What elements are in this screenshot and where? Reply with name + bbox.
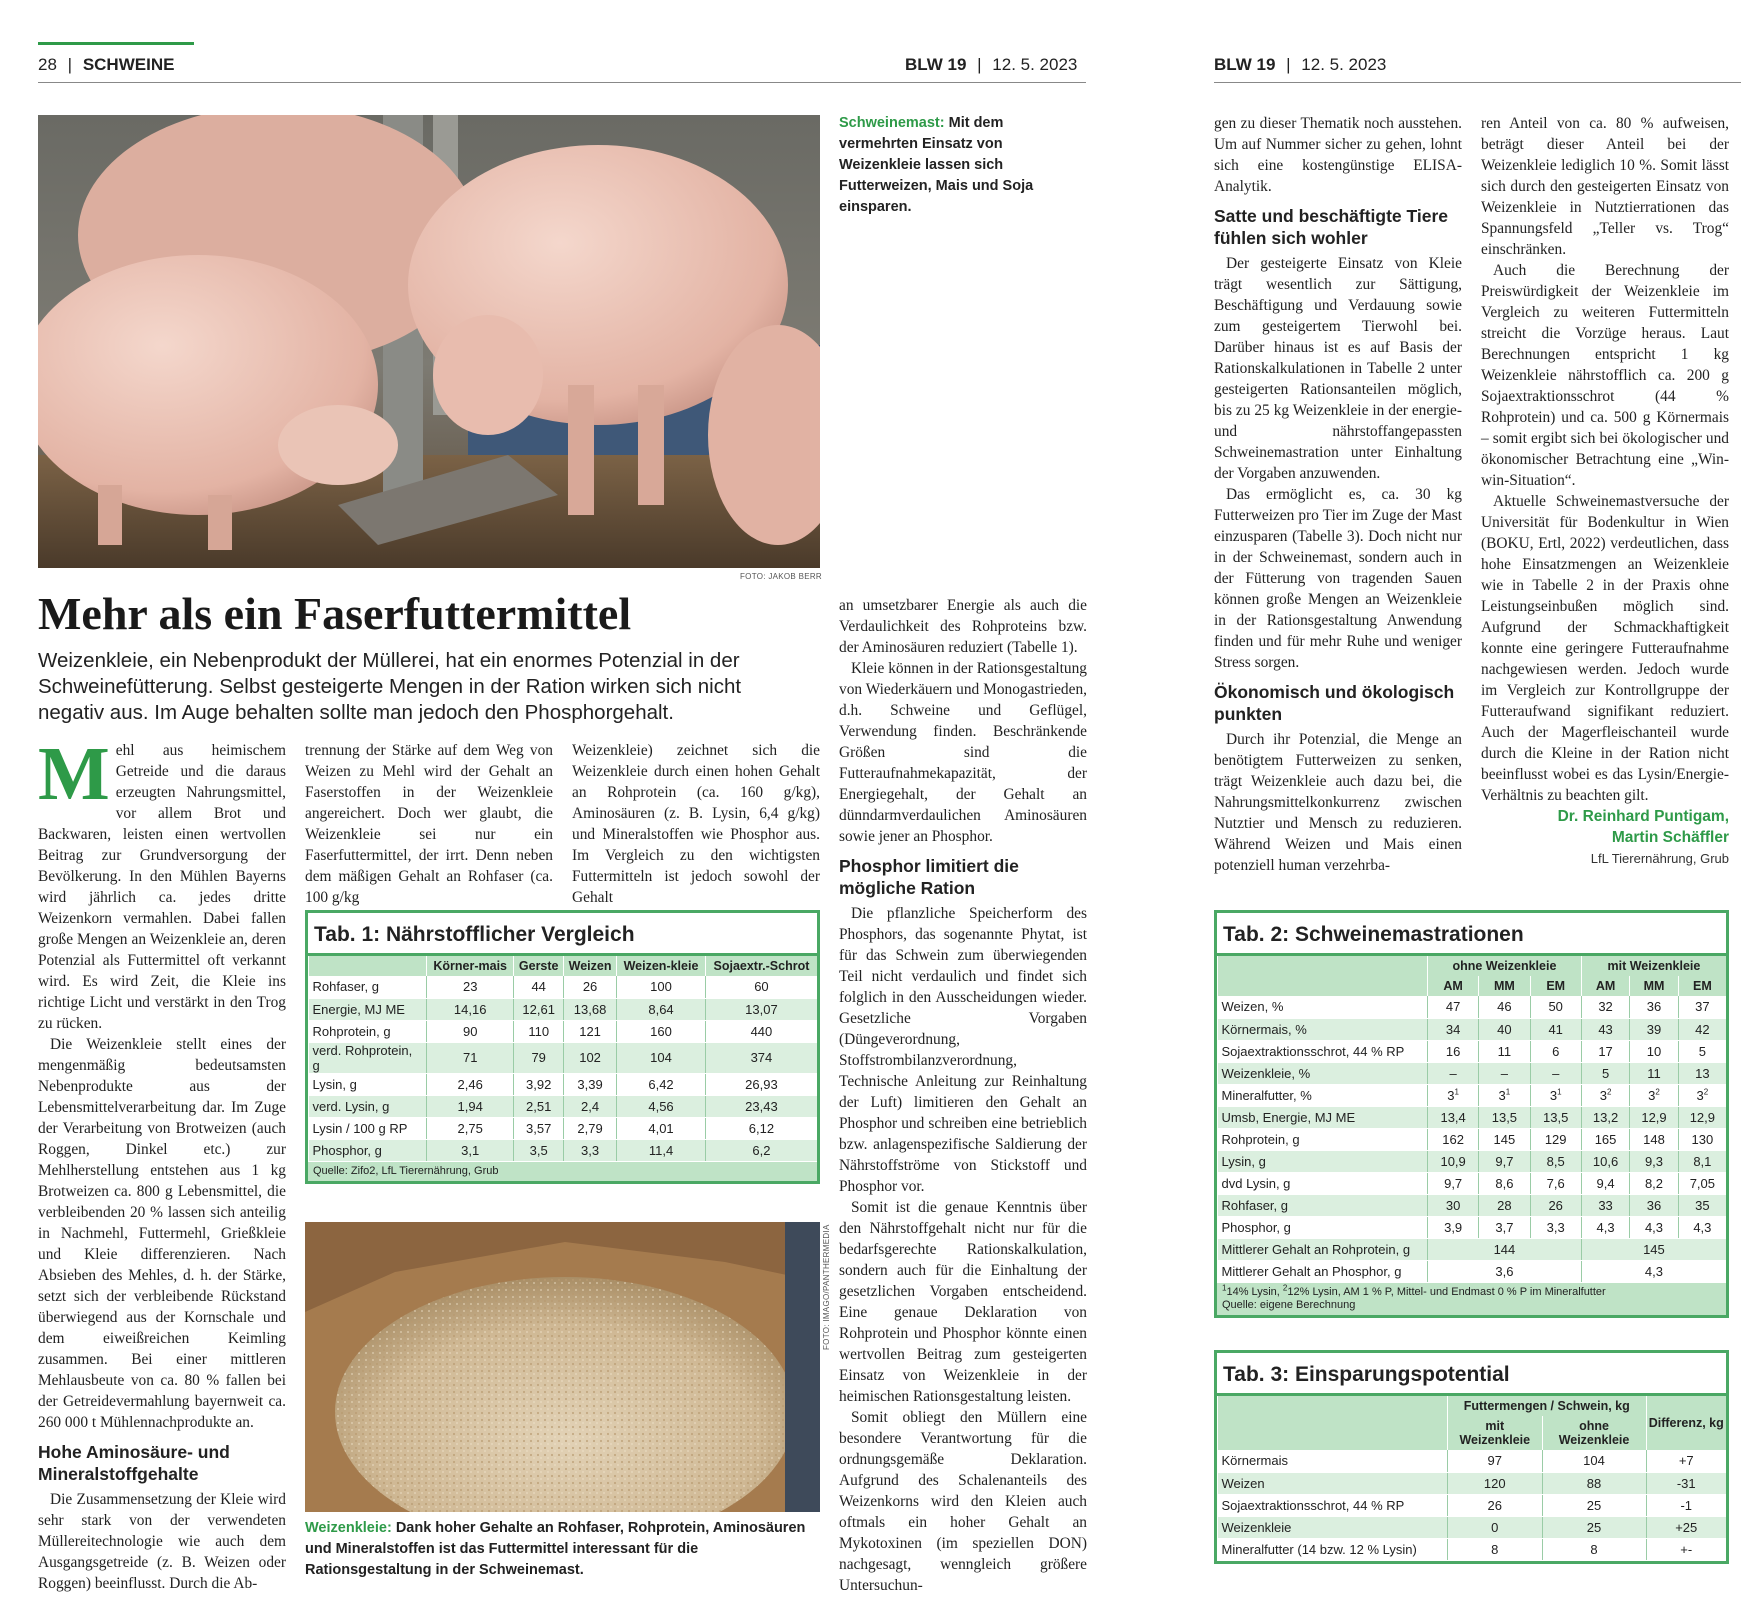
bran-caption-text: Dank hoher Gehalte an Rohfaser, Rohprotein, Aminosäuren und Mineralstoffen ist das Futtermittel interessant für die Rationsgestaltung in der Schweinemast. — [305, 1520, 806, 1578]
table-cell: -31 — [1646, 1472, 1726, 1494]
table-cell: 11 — [1630, 1062, 1678, 1084]
table-1-header-5: Sojaextr.-Schrot — [705, 956, 817, 976]
table-cell: 39 — [1630, 1018, 1678, 1040]
table-2-group-mit: mit Weizenkleie — [1581, 956, 1726, 976]
table-row — [1218, 1128, 1727, 1150]
row-label: Körnermais, % — [1218, 1018, 1428, 1040]
table-row — [309, 1042, 818, 1073]
table-cell: 144 — [1428, 1238, 1582, 1260]
row-label: Weizen — [1218, 1472, 1448, 1494]
text-column-6 — [1481, 113, 1729, 869]
table-cell: 440 — [705, 1020, 817, 1042]
drop-cap: M — [38, 732, 110, 816]
row-label: Mittlerer Gehalt an Rohprotein, g — [1218, 1238, 1428, 1260]
pigs-photo — [38, 115, 820, 568]
col5-subheading-1: Satte und beschäftigte Tiere fühlen sich wohler — [1214, 206, 1449, 248]
table-cell: 8,2 — [1630, 1172, 1678, 1194]
table-cell: 8,64 — [617, 998, 706, 1020]
table-cell: 4,3 — [1581, 1260, 1726, 1282]
table-cell: 11 — [1479, 1040, 1530, 1062]
table-2-subheader: AM — [1581, 976, 1629, 996]
table-cell: $3^1$ — [1479, 1084, 1530, 1106]
table-cell: 130 — [1678, 1128, 1726, 1150]
table-3-col-ohne: ohne Weizenkleie — [1542, 1416, 1646, 1450]
row-label: Mineralfutter, % — [1218, 1084, 1428, 1106]
table-cell: 104 — [617, 1042, 706, 1073]
table-cell: $3^2$ — [1581, 1084, 1629, 1106]
row-label: dvd Lysin, g — [1218, 1172, 1428, 1194]
table-cell: $3^2$ — [1630, 1084, 1678, 1106]
table-cell: 12,9 — [1678, 1106, 1726, 1128]
table-cell: 26,93 — [705, 1073, 817, 1095]
col5-para-1: gen zu dieser Thematik noch ausstehen. Um auf Nummer sicher zu gehen, lohnt sich eine kostengünstige ELISA-Analytik. — [1214, 115, 1462, 195]
table-row — [1218, 1150, 1727, 1172]
table-2-subheader: MM — [1479, 976, 1530, 996]
table-cell: 90 — [427, 1020, 514, 1042]
table-row — [1218, 1018, 1727, 1040]
hero-caption-label: Schweinemast: — [839, 115, 945, 131]
table-cell: 13,68 — [563, 998, 616, 1020]
table-2-subheader: EM — [1678, 976, 1726, 996]
table-cell: 13 — [1678, 1062, 1726, 1084]
table-cell: +7 — [1646, 1450, 1726, 1472]
row-label: verd. Lysin, g — [309, 1095, 427, 1117]
row-label: Lysin, g — [309, 1073, 427, 1095]
bran-caption-label: Weizenkleie: — [305, 1520, 392, 1536]
left-page-header: 28 | SCHWEINE — [38, 55, 175, 74]
table-cell: 160 — [617, 1020, 706, 1042]
table-cell: 9,4 — [1581, 1172, 1629, 1194]
table-cell: +- — [1646, 1538, 1726, 1560]
table-cell: 2,4 — [563, 1095, 616, 1117]
table-cell: 12,9 — [1630, 1106, 1678, 1128]
col1-para-3: Die Zusammensetzung der Kleie wird sehr stark von der verwendeten Müllereitechnologie wie auch dem Ausgangsgetreide (z. B. Weizen oder Roggen) beeinflusst. Durch die Ab- — [38, 1491, 286, 1592]
row-label: Umsb, Energie, MJ ME — [1218, 1106, 1428, 1128]
table-row — [1218, 1216, 1727, 1238]
table-3-title: Tab. 3: Einsparungspotential — [1217, 1353, 1726, 1396]
table-1-header-1: Körner-mais — [427, 956, 514, 976]
table-cell: 1,94 — [427, 1095, 514, 1117]
table-cell: 4,01 — [617, 1117, 706, 1139]
table-cell: 14,16 — [427, 998, 514, 1020]
table-row — [1218, 1516, 1727, 1538]
row-label: Sojaextraktionsschrot, 44 % RP — [1218, 1040, 1428, 1062]
row-label: Mineralfutter (14 bzw. 12 % Lysin) — [1218, 1538, 1448, 1560]
table-cell: 10 — [1630, 1040, 1678, 1062]
table-cell: 148 — [1630, 1128, 1678, 1150]
table-cell: 120 — [1448, 1472, 1543, 1494]
table-cell: 35 — [1678, 1194, 1726, 1216]
row-label: Weizenkleie — [1218, 1516, 1448, 1538]
hero-photo-credit: FOTO: JAKOB BERR — [740, 572, 822, 581]
table-row — [1218, 996, 1727, 1018]
table-cell: 13,5 — [1530, 1106, 1581, 1128]
table-cell: 8 — [1542, 1538, 1646, 1560]
col3-para-1: Weizenkleie) zeichnet sich die Weizenkleie durch einen hohen Gehalt an Rohprotein (ca. 160 g/kg), Aminosäuren (z. B. Lysin, 6,4 g/kg) und Mineralstoffen wie Phosphor aus. Im Vergleich zu den wichtigsten Futtermitteln ist jedoch sowohl der Gehalt — [572, 742, 820, 906]
table-cell: 104 — [1542, 1450, 1646, 1472]
table-cell: 32 — [1581, 996, 1629, 1018]
table-cell: 60 — [705, 976, 817, 998]
table-cell: 13,07 — [705, 998, 817, 1020]
table-1-header-2: Gerste — [514, 956, 564, 976]
table-cell: 12,61 — [514, 998, 564, 1020]
table-cell: 165 — [1581, 1128, 1629, 1150]
text-column-2 — [305, 740, 553, 908]
table-row — [1218, 1494, 1727, 1516]
table-cell: -1 — [1646, 1494, 1726, 1516]
table-cell: 3,7 — [1479, 1216, 1530, 1238]
text-column-4 — [839, 595, 1087, 1596]
table-3-col-mit: mit Weizenkleie — [1448, 1416, 1543, 1450]
col1-para-2: Die Weizenkleie stellt eines der mengenmäßig bedeutsamsten Nebenprodukte aus der Lebensmittelverarbeitung dar. Im Zuge der Verarbeitung von Brotweizen (auch Roggen, Dinkel etc.) zur Mehlherstellung entstehen aus 1 kg Brotweizen ca. 800 g Lebensmittel, die verbleibenden 20 % lassen sich anteilig in Nachmehl, Futtermehl, Grießkleie und Kleie differenzieren. Nach Absieben des Mehles, d. h. der Stärke, setzt sich der verbleibende Rückstand überwiegend aus der Kornschale und dem eiweißreichen Keimling zusammen. Bei einer mittleren Mehlausbeute von ca. 80 % fallen bei der Getreidevermahlung bayernweit ca. 260 000 t Mühlennachprodukte an. — [38, 1036, 286, 1431]
row-label: Lysin / 100 g RP — [309, 1117, 427, 1139]
col4-para-2: Kleie können in der Rationsgestaltung von Wiederkäuern und Monogastrieden, d.h. Schweine und Geflügel, Verwendung finden. Beschränkende Größen sind die Futteraufnahmekapazität, der Energiegehalt, der Gehalt an dünndarmverdaulichen Aminosäuren sowie jener an Phosphor. — [839, 660, 1087, 845]
text-column-1 — [38, 732, 286, 1594]
table-cell: 43 — [1581, 1018, 1629, 1040]
table-1-header-3: Weizen — [563, 956, 616, 976]
table-cell: 100 — [617, 976, 706, 998]
table-cell: – — [1479, 1062, 1530, 1084]
col1-para-1: ehl aus heimischem Getreide und die daraus erzeugten Nahrungsmittel, vor allem Brot und Backwaren, leisten einen wertvollen Beitrag zur Grundversorgung der Bevölkerung. In den Mühlen Bayerns wird jährlich ca. jedes dritte Weizenkorn vermahlen. Dabei fallen große Mengen an Weizenkleie an, deren Potenzial als Futtermittel oft verkannt wird. Es wird Zeit, die Kleie ins richtige Licht und verstärkt in den Trog zu rücken. — [38, 742, 286, 1032]
table-3-grid — [1217, 1396, 1726, 1561]
row-label: Lysin, g — [1218, 1150, 1428, 1172]
table-row — [309, 976, 818, 998]
col4-para-1: an umsetzbarer Energie als auch die Verdaulichkeit des Rohproteins bzw. der Aminosäuren reduziert (Tabelle 1). — [839, 597, 1087, 656]
table-3 — [1214, 1350, 1729, 1564]
table-cell: – — [1530, 1062, 1581, 1084]
table-cell: 23,43 — [705, 1095, 817, 1117]
author-1: Dr. Reinhard Puntigam, — [1557, 808, 1729, 825]
table-cell: 145 — [1581, 1238, 1726, 1260]
table-2-title: Tab. 2: Schweinemastrationen — [1217, 913, 1726, 956]
table-cell: 6 — [1530, 1040, 1581, 1062]
hero-caption — [839, 113, 1039, 218]
table-cell: 17 — [1581, 1040, 1629, 1062]
table-2 — [1214, 910, 1729, 1318]
table-row — [309, 998, 818, 1020]
issue-date-right: 12. 5. 2023 — [1301, 55, 1387, 74]
table-cell: 79 — [514, 1042, 564, 1073]
table-1-title: Tab. 1: Nährstofflicher Vergleich — [308, 913, 817, 956]
table-cell: $3^1$ — [1428, 1084, 1479, 1106]
table-cell: 8,6 — [1479, 1172, 1530, 1194]
col4-para-5: Somit obliegt den Müllern eine besondere Verantwortung für die ordnungsgemäße Deklaration. Aufgrund des Schalenanteils des Weizenkorns wird den Kleien auch oftmals ein hoher Gehalt an Mykotoxinen (im speziellen DON) nachgesagt, wenngleich größere Untersuchun- — [839, 1409, 1087, 1594]
table-row — [1218, 1538, 1727, 1560]
row-label: Rohfaser, g — [1218, 1194, 1428, 1216]
table-1 — [305, 910, 820, 1184]
table-row — [1218, 1106, 1727, 1128]
table-row — [1218, 1472, 1727, 1494]
table-cell: 3,5 — [514, 1139, 564, 1161]
table-row — [1218, 1194, 1727, 1216]
table-cell: 2,51 — [514, 1095, 564, 1117]
row-label: Rohfaser, g — [309, 976, 427, 998]
table-cell: 42 — [1678, 1018, 1726, 1040]
col6-para-3: Aktuelle Schweinemastversuche der Universität für Bodenkultur in Wien (BOKU, Ertl, 2022) verdeutlichen, dass hohe Einsatzmengen an Weizenkleie wie in Tabelle 2 in der Praxis ohne Leistungseinbußen möglich sind. Aufgrund der Schmackhaftigkeit konnte eine geringere Futteraufnahme nachgewiesen werden. Jedoch wurde im Vergleich zur Kontrollgruppe der Futteraufwand signifikant reduziert. Auch der Magerfleischanteil wurde durch die Kleine in der Ration nicht beeinflusst wobei es das Lysin/Energie-Verhältnis zu beachten gilt. — [1481, 493, 1729, 804]
table-cell: 162 — [1428, 1128, 1479, 1150]
table-cell: +25 — [1646, 1516, 1726, 1538]
table-cell: 34 — [1428, 1018, 1479, 1040]
row-label: verd. Rohprotein, g — [309, 1042, 427, 1073]
col4-subheading: Phosphor limitiert die mögliche Ration — [839, 856, 1019, 898]
row-label: Phosphor, g — [1218, 1216, 1428, 1238]
table-cell: 26 — [1448, 1494, 1543, 1516]
right-page-header: BLW 19 | 12. 5. 2023 — [1214, 55, 1387, 74]
table-cell: 7,05 — [1678, 1172, 1726, 1194]
table-row — [309, 1139, 818, 1161]
row-label: Körnermais — [1218, 1450, 1448, 1472]
col6-para-2: Auch die Berechnung der Preiswürdigkeit der Weizenkleie im Vergleich zu weiteren Futtermitteln streicht die Vorzüge heraus. Laut Berechnungen entspricht 1 kg Weizenkleie nährstofflich ca. 200 g Sojaextraktionsschrot (44 % Rohprotein) und ca. 500 g Körnermais – somit ergibt sich bei ökologischer und ökonomischer Betrachtung eine „Win-win-Situation“. — [1481, 262, 1729, 489]
table-cell: 2,79 — [563, 1117, 616, 1139]
table-row — [1218, 1450, 1727, 1472]
table-cell: 4,3 — [1630, 1216, 1678, 1238]
table-cell: 5 — [1581, 1062, 1629, 1084]
table-cell: 3,3 — [1530, 1216, 1581, 1238]
table-row — [1218, 1238, 1727, 1260]
table-cell: 13,2 — [1581, 1106, 1629, 1128]
article-title: Mehr als ein Faserfuttermittel — [38, 588, 632, 639]
table-cell: 374 — [705, 1042, 817, 1073]
table-cell: 41 — [1530, 1018, 1581, 1040]
row-label: Rohprotein, g — [1218, 1128, 1428, 1150]
table-cell: 3,92 — [514, 1073, 564, 1095]
table-2-source: Quelle: eigene Berechnung — [1222, 1298, 1356, 1311]
table-cell: 8,5 — [1530, 1150, 1581, 1172]
author-2: Martin Schäffler — [1611, 829, 1729, 846]
table-cell: 6,12 — [705, 1117, 817, 1139]
table-cell: 25 — [1542, 1494, 1646, 1516]
table-cell: 13,5 — [1479, 1106, 1530, 1128]
table-cell: 11,4 — [617, 1139, 706, 1161]
table-cell: 23 — [427, 976, 514, 998]
table-cell: 5 — [1678, 1040, 1726, 1062]
table-2-subheader: EM — [1530, 976, 1581, 996]
table-cell: 3,6 — [1428, 1260, 1582, 1282]
table-cell: 10,6 — [1581, 1150, 1629, 1172]
table-row — [309, 1020, 818, 1042]
article-lead: Weizenkleie, ein Nebenprodukt der Müllerei, hat ein enormes Potenzial in der Schweinefütterung. Selbst gesteigerte Mengen in der Ration wirken sich nicht negativ aus. Im Auge behalten sollte man jedoch den Phosphorgehalt. — [38, 649, 742, 724]
table-cell: 37 — [1678, 996, 1726, 1018]
section-accent-bar — [38, 42, 194, 45]
table-cell: 4,56 — [617, 1095, 706, 1117]
col5-para-3: Das ermöglicht es, ca. 30 kg Futterweizen pro Tier im Zuge der Mast einzusparen (Tabelle 3). Doch nicht nur in der Schweinemast, sondern auch in der Fütterung von tragenden Sauen können große Mengen an Weizenkleie in der Rationsgestaltung Anwendung finden und für mehr Ruhe und weniger Stress sorgen. — [1214, 486, 1462, 671]
table-cell: 46 — [1479, 996, 1530, 1018]
bran-caption — [305, 1518, 820, 1581]
table-1-source: Quelle: Zifo2, LfL Tierernährung, Grub — [308, 1162, 817, 1181]
bran-photo — [305, 1222, 820, 1512]
row-label: Weizenkleie, % — [1218, 1062, 1428, 1084]
table-cell: 145 — [1479, 1128, 1530, 1150]
table-cell: 2,46 — [427, 1073, 514, 1095]
table-2-subheader: MM — [1630, 976, 1678, 996]
issue-label: BLW 19 — [905, 55, 967, 74]
table-row — [309, 1073, 818, 1095]
table-cell: 110 — [514, 1020, 564, 1042]
col4-para-3: Die pflanzliche Speicherform des Phosphors, das sogenannte Phytat, ist für das Schwein zum überwiegenden Teil nicht verdaulich und findet sich folglich in den Ausscheidungen wieder. Gesetzliche Vorgaben (Düngeverordnung, Stoffstrombilanzverordnung, Technische Anleitung zur Reinhaltung der Luft) limitieren den Gehalt an Phosphor und schreiben eine betrieblich bzw. anlagenspezifische Saldierung der Nährstoffströme von Stickstoff und Phosphor vor. — [839, 905, 1087, 1195]
pigs-illustration — [38, 115, 820, 568]
table-cell: 97 — [1448, 1450, 1543, 1472]
table-cell: 71 — [427, 1042, 514, 1073]
table-cell: $3^2$ — [1678, 1084, 1726, 1106]
table-cell: 7,6 — [1530, 1172, 1581, 1194]
table-2-subheader: AM — [1428, 976, 1479, 996]
table-cell: 2,75 — [427, 1117, 514, 1139]
table-2-grid — [1217, 956, 1726, 1283]
row-label: Phosphor, g — [309, 1139, 427, 1161]
table-cell: 121 — [563, 1020, 616, 1042]
table-cell: 102 — [563, 1042, 616, 1073]
table-row — [1218, 1260, 1727, 1282]
table-2-footnote: $^1$14% Lysin, $^2$12% Lysin, AM 1 % P, Mittel- und Endmast 0 % P im Mineralfutter Quelle: eigene Berechnung — [1217, 1283, 1726, 1315]
table-3-group: Futtermengen / Schwein, kg — [1448, 1396, 1647, 1416]
row-label: Energie, MJ ME — [309, 998, 427, 1020]
table-cell: 44 — [514, 976, 564, 998]
table-cell: 25 — [1542, 1516, 1646, 1538]
row-label: Sojaextraktionsschrot, 44 % RP — [1218, 1494, 1448, 1516]
table-cell: 26 — [563, 976, 616, 998]
table-cell: 8,1 — [1678, 1150, 1726, 1172]
text-column-3 — [572, 740, 820, 908]
table-cell: 47 — [1428, 996, 1479, 1018]
table-row — [1218, 1172, 1727, 1194]
table-row — [1218, 1084, 1727, 1106]
table-cell: 129 — [1530, 1128, 1581, 1150]
table-row — [309, 1095, 818, 1117]
table-cell: 50 — [1530, 996, 1581, 1018]
col5-para-4: Durch ihr Potenzial, die Menge an benötigtem Futterweizen zu senken, trägt Weizenkleie auch dazu bei, die Nahrungsmittelkonkurrenz zwischen Nutztier und Mensch zu reduzieren. Während Weizen und Mais einen potenziell human verzehrba- — [1214, 731, 1462, 874]
table-cell: 30 — [1428, 1194, 1479, 1216]
table-cell: 8 — [1448, 1538, 1543, 1560]
table-cell: 40 — [1479, 1018, 1530, 1040]
section-name: SCHWEINE — [82, 55, 175, 74]
row-label: Mittlerer Gehalt an Phosphor, g — [1218, 1260, 1428, 1282]
table-cell: $3^1$ — [1530, 1084, 1581, 1106]
table-row — [309, 1117, 818, 1139]
table-cell: – — [1428, 1062, 1479, 1084]
issue-date: 12. 5. 2023 — [992, 55, 1078, 74]
table-cell: 3,1 — [427, 1139, 514, 1161]
table-1-grid — [308, 956, 817, 1162]
table-cell: 3,3 — [563, 1139, 616, 1161]
left-page-issue: BLW 19 | 12. 5. 2023 — [905, 55, 1078, 74]
table-cell: 6,42 — [617, 1073, 706, 1095]
col4-para-4: Somit ist die genaue Kenntnis über den Nährstoffgehalt nicht nur für die bedarfsgerechte Rationskalkulation, sondern auch für die Einhaltung der gesetzlichen Vorgaben entscheidend. Eine genaue Deklaration von Rohprotein und Phosphor könnte einen wertvollen Beitrag zum gesteigerten Einsatz von Weizenkleie in der heimischen Rationsgestaltung leisten. — [839, 1199, 1087, 1405]
table-cell: 0 — [1448, 1516, 1543, 1538]
header-rule-left — [38, 82, 1086, 83]
row-label: Weizen, % — [1218, 996, 1428, 1018]
table-cell: 9,7 — [1479, 1150, 1530, 1172]
table-row — [1218, 1062, 1727, 1084]
table-cell: 3,39 — [563, 1073, 616, 1095]
table-cell: 88 — [1542, 1472, 1646, 1494]
table-cell: 9,7 — [1428, 1172, 1479, 1194]
table-1-header-0 — [309, 956, 427, 976]
table-cell: 3,9 — [1428, 1216, 1479, 1238]
page-number: 28 — [38, 55, 57, 74]
row-label: Rohprotein, g — [309, 1020, 427, 1042]
header-rule-right — [1214, 82, 1741, 83]
table-cell: 36 — [1630, 996, 1678, 1018]
table-row — [1218, 1040, 1727, 1062]
bran-photo-credit: FOTO: IMAGO/PANTHERMEDIA — [822, 1224, 831, 1350]
col5-para-2: Der gesteigerte Einsatz von Kleie trägt wesentlich zur Sättigung, Beschäftigung und Verdauung sowie zum gesteigertem Tierwohl bei. Darüber hinaus ist es auf Basis der Rationskalkulationen in Tabelle 2 unter gesteigerten Rationsanteilen möglich, bis zu 25 kg Weizenkleie in der energie- und nährstoffangepassten Schweinemastration unter Einhaltung der Vorgaben anzuwenden. — [1214, 255, 1462, 482]
bran-illustration — [305, 1222, 820, 1512]
hero-caption-text: Mit dem vermehrten Einsatz von Weizenkleie lassen sich Futterweizen, Mais und Soja einsparen. — [839, 115, 1034, 215]
col2-para-1: trennung der Stärke auf dem Weg von Weizen zu Mehl wird der Gehalt an Faserstoffen in der Weizenkleie angereichert. Doch wer glaubt, die Weizenkleie sei nur ein Faserfuttermittel, der irrt. Denn neben dem mäßigen Gehalt an Rohfaser (ca. 100 g/kg — [305, 742, 553, 906]
author-institution: LfL Tierernährung, Grub — [1590, 851, 1729, 866]
table-cell: 6,2 — [705, 1139, 817, 1161]
text-column-5 — [1214, 113, 1462, 876]
table-cell: 36 — [1630, 1194, 1678, 1216]
table-cell: 16 — [1428, 1040, 1479, 1062]
table-cell: 10,9 — [1428, 1150, 1479, 1172]
col5-subheading-2: Ökonomisch und ökologisch punkten — [1214, 682, 1455, 724]
table-cell: 33 — [1581, 1194, 1629, 1216]
table-cell: 9,3 — [1630, 1150, 1678, 1172]
col1-subheading: Hohe Aminosäure- und Mineralstoffgehalte — [38, 1442, 230, 1484]
table-1-header-4: Weizen-kleie — [617, 956, 706, 976]
table-cell: 4,3 — [1581, 1216, 1629, 1238]
table-cell: 28 — [1479, 1194, 1530, 1216]
table-cell: 26 — [1530, 1194, 1581, 1216]
issue-label-right: BLW 19 — [1214, 55, 1276, 74]
col6-para-1: ren Anteil von ca. 80 % aufweisen, beträgt dieser Anteil bei der Weizenkleie lediglich 10 %. Somit lässt sich durch den gesteigerten Einsatz von Weizenkleie in Nutztierrationen das Spannungsfeld „Teller vs. Trog“ einschränken. — [1481, 115, 1729, 258]
table-cell: 3,57 — [514, 1117, 564, 1139]
table-cell: 13,4 — [1428, 1106, 1479, 1128]
table-2-group-ohne: ohne Weizenkleie — [1428, 956, 1582, 976]
table-3-col-diff: Differenz, kg — [1646, 1396, 1726, 1450]
table-cell: 4,3 — [1678, 1216, 1726, 1238]
